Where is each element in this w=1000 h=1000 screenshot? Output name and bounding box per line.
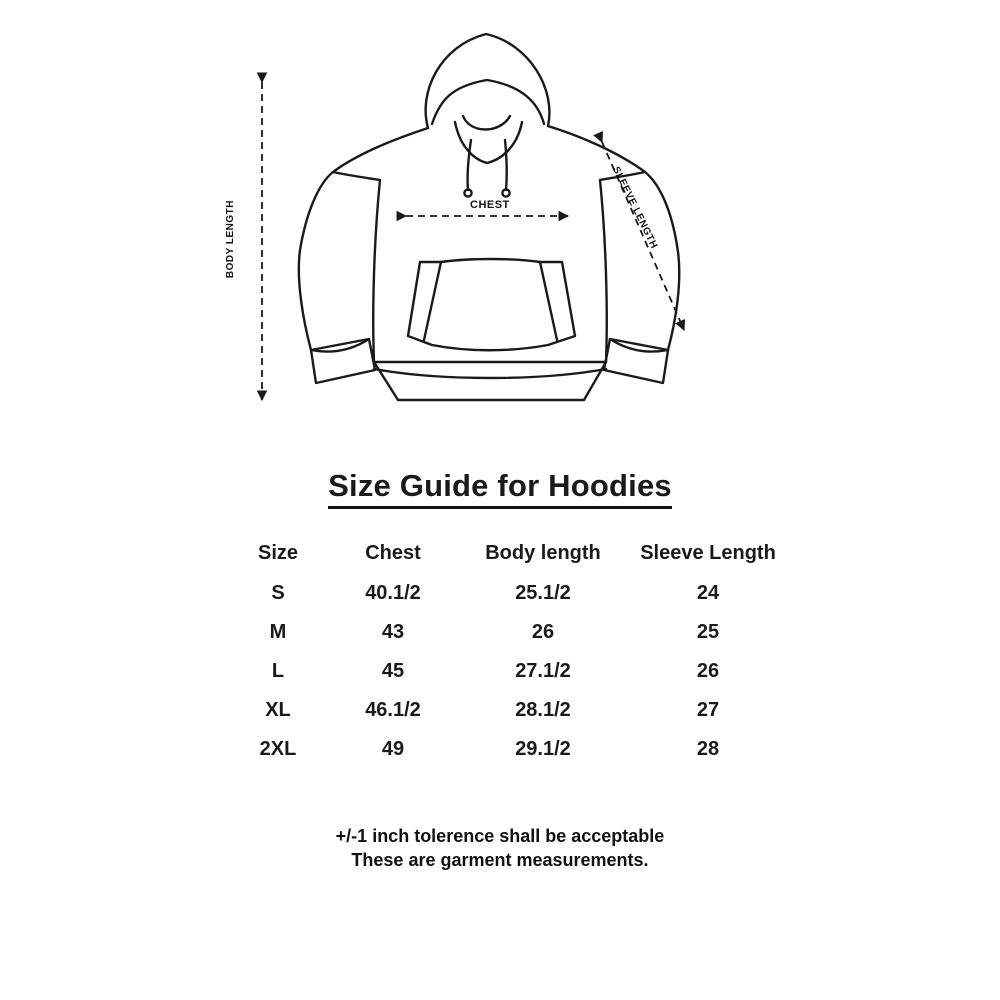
cell-body-length: 27.1/2 (515, 660, 571, 682)
table-row (228, 730, 788, 769)
cell-body-length: 25.1/2 (515, 582, 571, 604)
body-length-label: BODY LENGTH (225, 200, 236, 279)
column-header-chest: Chest (365, 541, 421, 564)
footnotes (0, 824, 1000, 872)
cell-chest: 43 (381, 621, 405, 643)
page-title-text: Size Guide for Hoodies (328, 468, 672, 509)
table-row (228, 691, 788, 730)
table-row (228, 652, 788, 691)
cell-sleeve-length: 27 (696, 699, 720, 721)
cell-sleeve-length: 25 (696, 621, 720, 643)
hoodie-illustration (0, 0, 1000, 440)
tolerance-note: +/-1 inch tolerence shall be acceptable (335, 826, 665, 846)
hoodie-measurement-diagram (0, 0, 1000, 440)
cell-chest: 40.1/2 (365, 582, 421, 604)
measurement-note: These are garment measurements. (351, 850, 649, 870)
cell-body-length: 29.1/2 (515, 738, 571, 760)
table-row (228, 574, 788, 613)
size-guide-table (228, 532, 788, 769)
cell-size: M (269, 621, 287, 643)
cell-body-length: 26 (531, 621, 555, 643)
cell-chest: 46.1/2 (365, 699, 421, 721)
sleeve-length-label: SLEEVE LENGTH (610, 165, 660, 251)
cell-size: S (271, 582, 285, 604)
cell-chest: 45 (381, 660, 405, 682)
column-header-sleeve-length: Sleeve Length (640, 541, 776, 564)
table-header-row (228, 532, 788, 574)
cell-sleeve-length: 26 (696, 660, 720, 682)
cell-sleeve-length: 24 (696, 582, 720, 604)
column-header-size: Size (257, 541, 299, 564)
cell-chest: 49 (381, 738, 405, 760)
table-row (228, 613, 788, 652)
cell-body-length: 28.1/2 (515, 699, 571, 721)
cell-size: 2XL (259, 738, 297, 760)
page-title (0, 468, 1000, 509)
column-header-body-length: Body length (485, 541, 601, 564)
cell-size: L (271, 660, 285, 682)
chest-label: CHEST (470, 199, 510, 211)
cell-size: XL (265, 699, 291, 721)
cell-sleeve-length: 28 (696, 738, 720, 760)
